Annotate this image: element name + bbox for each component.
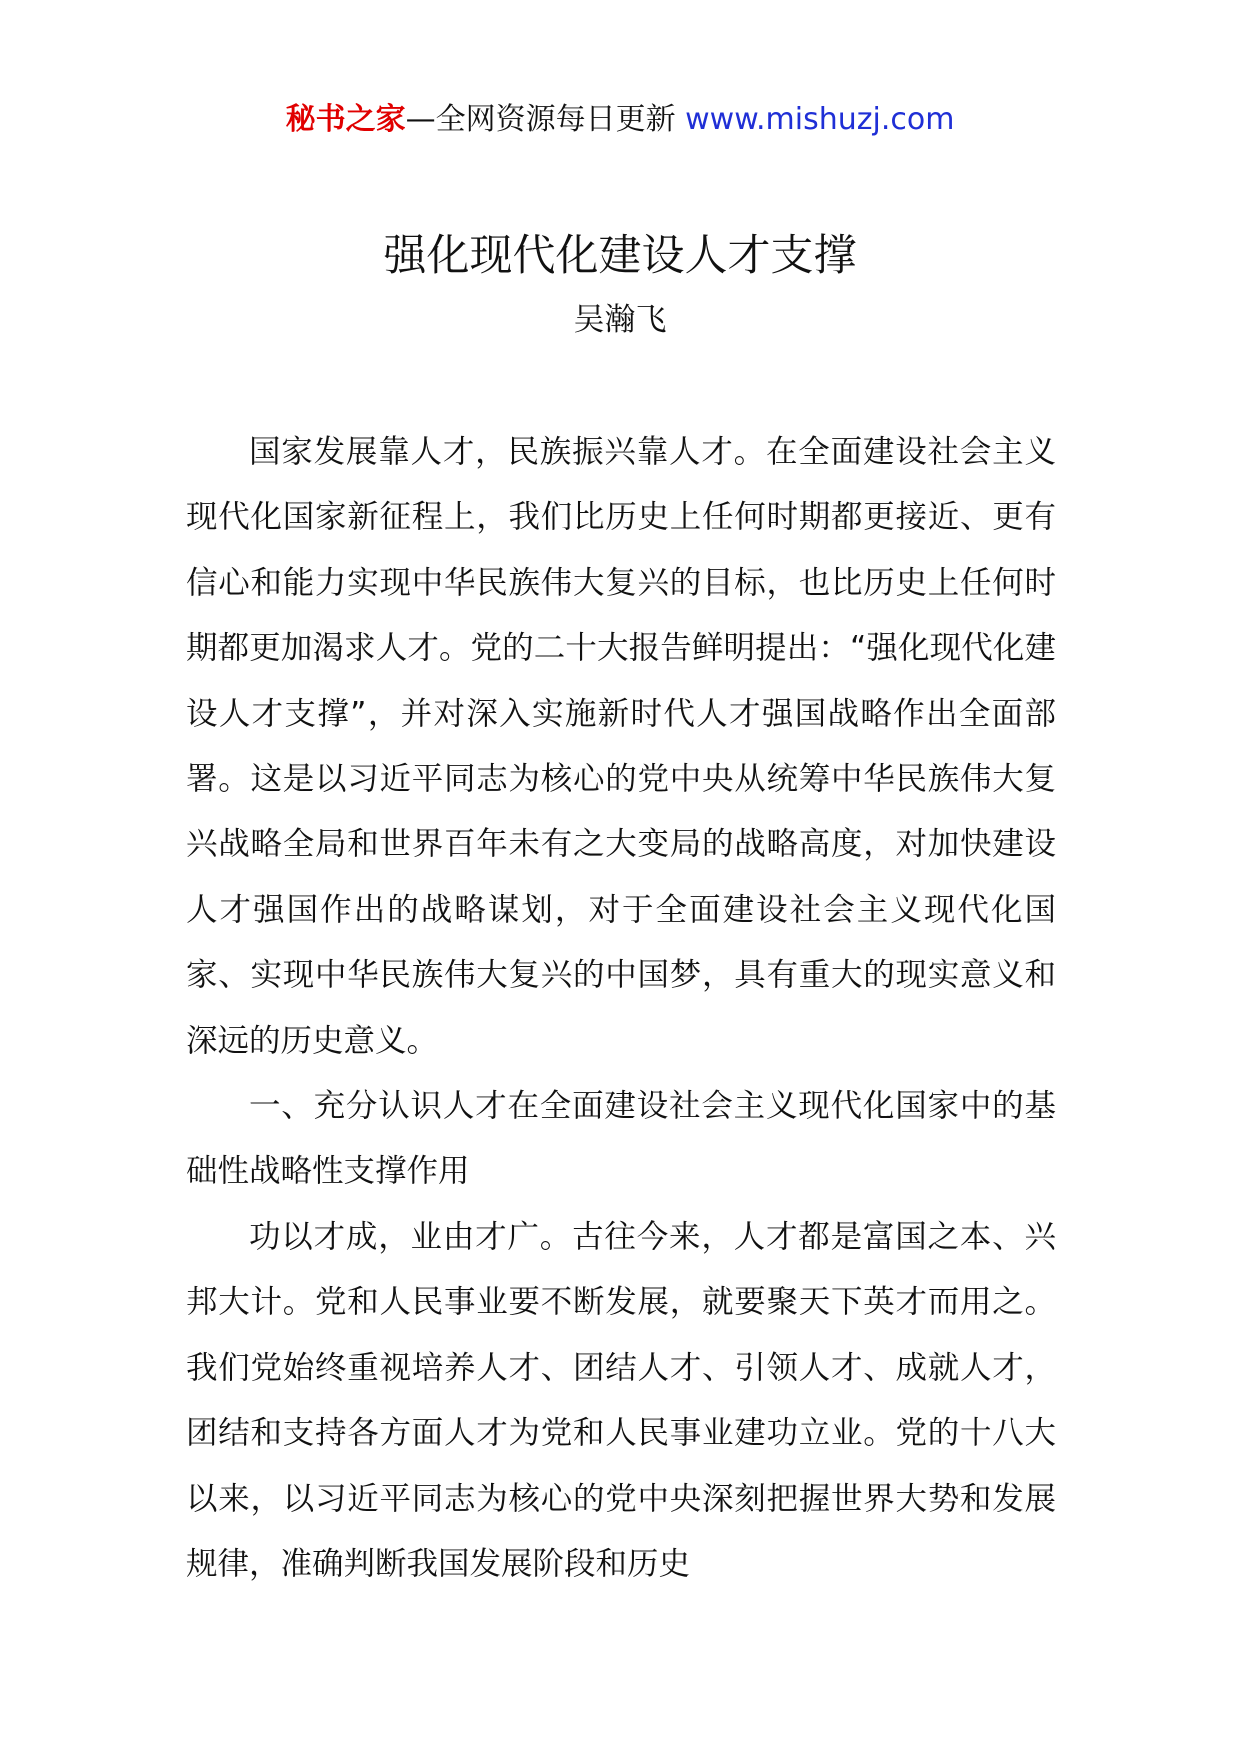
paragraph-intro: 国家发展靠人才，民族振兴靠人才。在全面建设社会主义现代化国家新征程上，我们比历史上任何时期都更接近、更有信心和能力实现中华民族伟大复兴的目标，也比历史上任何时期都更加渴求人才。党的二十大报告鲜明提出：“强化现代化建设人才支撑”，并对深入实施新时代人才强国战略作出全面部署。这是以习近平同志为核心的党中央从统筹中华民族伟大复兴战略全局和世界百年未有之大变局的战略高度，对加快建设人才强国作出的战略谋划，对于全面建设社会主义现代化国家、实现中华民族伟大复兴的中国梦，具有重大的现实意义和深远的历史意义。: [186, 434, 1056, 1059]
watermark-header: [0, 100, 1240, 140]
document-body: [186, 420, 1056, 1597]
document-title: 强化现代化建设人才支撑: [383, 231, 857, 281]
document-author: 吴瀚飞: [573, 302, 667, 338]
paragraph-section-1: 功以才成，业由才广。古往今来，人才都是富国之本、兴邦大计。党和人民事业要不断发展，就要聚天下英才而用之。我们党始终重视培养人才、团结人才、引领人才、成就人才，团结和支持各方面人才为党和人民事业建功立业。党的十八大以来，以习近平同志为核心的党中央深刻把握世界大势和发展规律，准确判断我国发展阶段和历史: [186, 1218, 1056, 1582]
brand-name: 秘书之家: [285, 102, 406, 137]
section-heading-1: 一、充分认识人才在全面建设社会主义现代化国家中的基础性战略性支撑作用: [186, 1088, 1056, 1190]
header-tagline: —全网资源每日更新: [405, 102, 686, 137]
site-url-link[interactable]: www.mishuzj.com: [685, 102, 955, 137]
